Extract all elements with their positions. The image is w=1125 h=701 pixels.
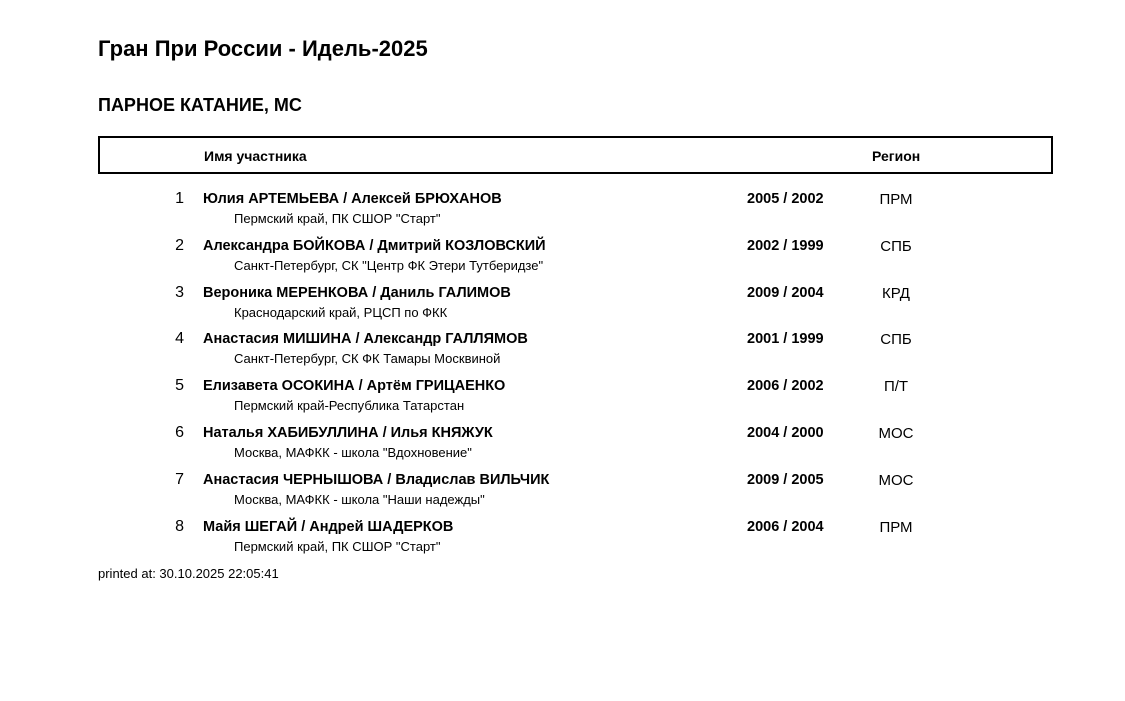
entry-region: СПБ	[880, 331, 912, 349]
header-name-label: Имя участника	[204, 148, 307, 164]
entry-rank: 2	[175, 236, 184, 254]
entry-names: Юлия АРТЕМЬЕВА / Алексей БРЮХАНОВ	[203, 191, 502, 207]
entry-club: Краснодарский край, РЦСП по ФКК	[234, 304, 448, 320]
entry-names: Елизавета ОСОКИНА / Артём ГРИЦАЕНКО	[203, 378, 506, 395]
entry-row	[0, 471, 1125, 518]
table-header	[98, 136, 1053, 174]
entry-rank: 8	[175, 517, 184, 535]
entry-rank: 1	[175, 190, 184, 207]
entry-row	[0, 377, 1125, 424]
entry-region: ПРМ	[879, 191, 913, 208]
entry-region: МОС	[878, 424, 914, 442]
entry-rank: 7	[175, 470, 184, 488]
entry-rank: 4	[175, 330, 184, 348]
entry-years: 2009 / 2005	[747, 471, 824, 488]
entry-names: Анастасия МИШИНА / Александр ГАЛЛЯМОВ	[203, 331, 528, 348]
entry-region: П/Т	[883, 378, 909, 396]
entry-row	[0, 330, 1125, 377]
entry-region: МОС	[878, 471, 914, 489]
entry-club: Москва, МАФКК - школа "Наши надежды"	[234, 491, 485, 507]
entry-names: Вероника МЕРЕНКОВА / Даниль ГАЛИМОВ	[203, 284, 511, 301]
entry-years: 2006 / 2002	[747, 378, 824, 395]
entry-names: Анастасия ЧЕРНЫШОВА / Владислав ВИЛЬЧИК	[203, 471, 550, 488]
entry-years: 2001 / 1999	[747, 331, 824, 348]
entry-rank: 3	[175, 283, 184, 301]
entry-region: КРД	[882, 284, 910, 302]
entries-list	[0, 190, 1125, 564]
entry-club: Санкт-Петербург, СК ФК Тамары Москвиной	[234, 351, 501, 367]
document-title: Гран При России - Идель-2025	[98, 36, 428, 61]
entry-row	[0, 518, 1125, 565]
entry-years: 2005 / 2002	[747, 191, 824, 207]
entry-years: 2004 / 2000	[747, 424, 824, 441]
entry-row	[0, 190, 1125, 237]
entry-years: 2009 / 2004	[747, 284, 824, 301]
entry-row	[0, 284, 1125, 331]
entry-rank: 5	[175, 377, 184, 395]
entry-club: Пермский край, ПК СШОР "Старт"	[234, 538, 441, 554]
entry-names: Александра БОЙКОВА / Дмитрий КОЗЛОВСКИЙ	[203, 237, 546, 254]
section-title: ПАРНОЕ КАТАНИЕ, МС	[98, 95, 302, 115]
header-region-label: Регион	[872, 148, 921, 164]
entry-rank: 6	[175, 423, 184, 441]
entry-club: Пермский край-Республика Татарстан	[234, 398, 465, 414]
printed-timestamp: printed at: 30.10.2025 22:05:41	[98, 566, 279, 581]
entry-club: Пермский край, ПК СШОР "Старт"	[234, 211, 441, 226]
entry-names: Майя ШЕГАЙ / Андрей ШАДЕРКОВ	[203, 518, 454, 535]
entry-row	[0, 424, 1125, 471]
entry-years: 2002 / 1999	[747, 237, 824, 254]
entry-club: Санкт-Петербург, СК "Центр ФК Этери Тутберидзе"	[234, 257, 544, 273]
entry-club: Москва, МАФКК - школа "Вдохновение"	[234, 444, 472, 460]
entry-names: Наталья ХАБИБУЛЛИНА / Илья КНЯЖУК	[203, 424, 493, 441]
entry-region: ПРМ	[879, 518, 913, 536]
entry-years: 2006 / 2004	[747, 518, 824, 535]
entry-region: СПБ	[880, 237, 912, 255]
entry-row	[0, 237, 1125, 284]
